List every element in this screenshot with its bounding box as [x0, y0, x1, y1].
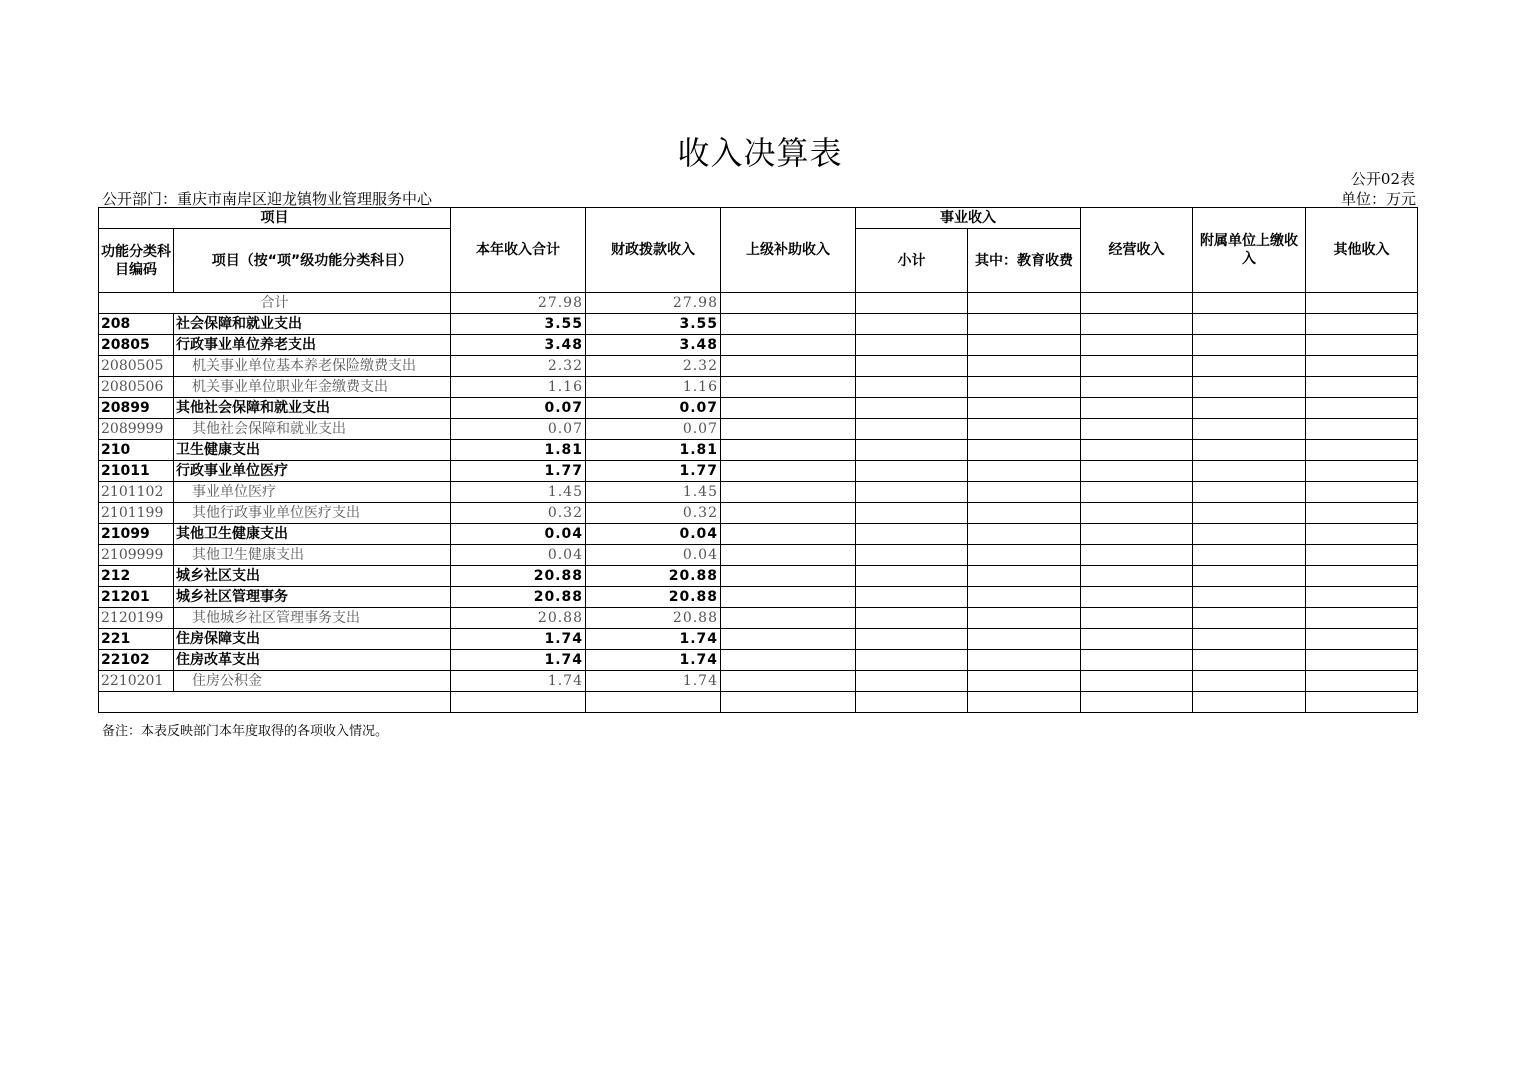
table-body [99, 293, 1418, 713]
cell-code: 21011 [99, 461, 174, 482]
cell-code: 2101102 [99, 482, 174, 503]
cell-total: 3.48 [451, 335, 586, 356]
cell-affiliated [1193, 440, 1306, 461]
cell-name: 事业单位医疗 [174, 482, 451, 503]
total-education [968, 293, 1081, 314]
header-superior: 上级补助收入 [721, 208, 856, 293]
cell-operating [1081, 461, 1193, 482]
table-header [99, 208, 1418, 293]
cell-name: 行政事业单位医疗 [174, 461, 451, 482]
empty-cell-operating [1081, 692, 1193, 713]
cell-superior [721, 314, 856, 335]
cell-education [968, 650, 1081, 671]
empty-cell-education [968, 692, 1081, 713]
header-name: 项目（按“项”级功能分类科目） [174, 229, 451, 293]
cell-education [968, 545, 1081, 566]
cell-subtotal [856, 629, 968, 650]
cell-superior [721, 503, 856, 524]
header-total: 本年收入合计 [451, 208, 586, 293]
cell-total: 1.45 [451, 482, 586, 503]
cell-subtotal [856, 440, 968, 461]
total-other [1306, 293, 1418, 314]
empty-cell-subtotal [856, 692, 968, 713]
cell-fiscal: 20.88 [586, 566, 721, 587]
cell-fiscal: 1.74 [586, 629, 721, 650]
cell-other [1306, 671, 1418, 692]
cell-affiliated [1193, 377, 1306, 398]
cell-code: 21099 [99, 524, 174, 545]
cell-affiliated [1193, 587, 1306, 608]
cell-education [968, 419, 1081, 440]
income-table [98, 207, 1418, 713]
table-row [99, 545, 1418, 566]
cell-education [968, 356, 1081, 377]
cell-subtotal [856, 545, 968, 566]
footnote: 备注：本表反映部门本年度取得的各项收入情况。 [102, 724, 389, 739]
cell-name: 行政事业单位养老支出 [174, 335, 451, 356]
table-row [99, 608, 1418, 629]
cell-education [968, 335, 1081, 356]
cell-affiliated [1193, 503, 1306, 524]
cell-affiliated [1193, 482, 1306, 503]
header-operating: 经营收入 [1081, 208, 1193, 293]
total-operating [1081, 293, 1193, 314]
cell-superior [721, 545, 856, 566]
table-row [99, 524, 1418, 545]
cell-code: 212 [99, 566, 174, 587]
cell-affiliated [1193, 566, 1306, 587]
table-row [99, 356, 1418, 377]
cell-superior [721, 608, 856, 629]
empty-cell-fiscal [586, 692, 721, 713]
cell-code: 210 [99, 440, 174, 461]
cell-total: 0.04 [451, 545, 586, 566]
cell-fiscal: 0.32 [586, 503, 721, 524]
table-row [99, 440, 1418, 461]
cell-subtotal [856, 377, 968, 398]
cell-other [1306, 398, 1418, 419]
cell-education [968, 461, 1081, 482]
cell-total: 1.16 [451, 377, 586, 398]
table-row [99, 629, 1418, 650]
cell-operating [1081, 545, 1193, 566]
table-row [99, 671, 1418, 692]
cell-fiscal: 0.04 [586, 524, 721, 545]
cell-affiliated [1193, 629, 1306, 650]
cell-fiscal: 1.74 [586, 650, 721, 671]
cell-name: 住房改革支出 [174, 650, 451, 671]
cell-operating [1081, 650, 1193, 671]
cell-operating [1081, 314, 1193, 335]
cell-subtotal [856, 608, 968, 629]
cell-other [1306, 356, 1418, 377]
empty-cell-total [451, 692, 586, 713]
cell-total: 0.04 [451, 524, 586, 545]
cell-name: 城乡社区支出 [174, 566, 451, 587]
table-row [99, 650, 1418, 671]
cell-affiliated [1193, 608, 1306, 629]
cell-subtotal [856, 314, 968, 335]
cell-operating [1081, 629, 1193, 650]
empty-row [99, 692, 1418, 713]
cell-code: 208 [99, 314, 174, 335]
unit-label: 单位：万元 [1340, 190, 1416, 208]
cell-education [968, 671, 1081, 692]
cell-other [1306, 566, 1418, 587]
header-business-group: 事业收入 [856, 208, 1081, 229]
cell-total: 1.74 [451, 671, 586, 692]
cell-fiscal: 1.81 [586, 440, 721, 461]
total-subtotal [856, 293, 968, 314]
cell-fiscal: 20.88 [586, 587, 721, 608]
cell-affiliated [1193, 356, 1306, 377]
header-other: 其他收入 [1306, 208, 1418, 293]
cell-fiscal: 3.55 [586, 314, 721, 335]
cell-code: 2080505 [99, 356, 174, 377]
cell-code: 20899 [99, 398, 174, 419]
page-title: 收入决算表 [677, 134, 843, 172]
header-item-group: 项目 [99, 208, 451, 229]
cell-name: 住房公积金 [174, 671, 451, 692]
cell-fiscal: 1.77 [586, 461, 721, 482]
cell-operating [1081, 356, 1193, 377]
cell-total: 0.07 [451, 398, 586, 419]
cell-education [968, 377, 1081, 398]
empty-cell-code-name [99, 692, 451, 713]
cell-education [968, 398, 1081, 419]
empty-cell-affiliated [1193, 692, 1306, 713]
cell-superior [721, 482, 856, 503]
cell-name: 其他卫生健康支出 [174, 524, 451, 545]
cell-superior [721, 356, 856, 377]
cell-fiscal: 1.16 [586, 377, 721, 398]
cell-affiliated [1193, 419, 1306, 440]
cell-operating [1081, 377, 1193, 398]
table-row [99, 587, 1418, 608]
cell-fiscal: 2.32 [586, 356, 721, 377]
cell-superior [721, 419, 856, 440]
cell-code: 2080506 [99, 377, 174, 398]
table-row [99, 398, 1418, 419]
cell-code: 21201 [99, 587, 174, 608]
cell-code: 2101199 [99, 503, 174, 524]
cell-total: 1.77 [451, 461, 586, 482]
cell-code: 2109999 [99, 545, 174, 566]
empty-cell-superior [721, 692, 856, 713]
cell-superior [721, 524, 856, 545]
empty-cell-other [1306, 692, 1418, 713]
cell-subtotal [856, 587, 968, 608]
header-fiscal: 财政拨款收入 [586, 208, 721, 293]
form-number: 公开02表 [1350, 170, 1415, 188]
cell-superior [721, 566, 856, 587]
total-row [99, 293, 1418, 314]
cell-subtotal [856, 482, 968, 503]
cell-subtotal [856, 671, 968, 692]
cell-code: 221 [99, 629, 174, 650]
cell-name: 其他社会保障和就业支出 [174, 419, 451, 440]
table-row [99, 314, 1418, 335]
cell-fiscal: 1.45 [586, 482, 721, 503]
cell-operating [1081, 587, 1193, 608]
cell-name: 其他社会保障和就业支出 [174, 398, 451, 419]
table-row [99, 482, 1418, 503]
cell-education [968, 524, 1081, 545]
cell-superior [721, 587, 856, 608]
cell-subtotal [856, 461, 968, 482]
cell-total: 1.81 [451, 440, 586, 461]
cell-other [1306, 587, 1418, 608]
cell-name: 机关事业单位基本养老保险缴费支出 [174, 356, 451, 377]
cell-superior [721, 671, 856, 692]
cell-total: 20.88 [451, 566, 586, 587]
cell-education [968, 503, 1081, 524]
cell-code: 2210201 [99, 671, 174, 692]
table-row [99, 461, 1418, 482]
cell-code: 2120199 [99, 608, 174, 629]
cell-total: 20.88 [451, 587, 586, 608]
table-row [99, 335, 1418, 356]
header-subtotal: 小计 [856, 229, 968, 293]
cell-education [968, 608, 1081, 629]
cell-superior [721, 398, 856, 419]
cell-superior [721, 335, 856, 356]
cell-superior [721, 629, 856, 650]
cell-total: 20.88 [451, 608, 586, 629]
cell-superior [721, 377, 856, 398]
cell-other [1306, 524, 1418, 545]
cell-fiscal: 0.04 [586, 545, 721, 566]
cell-affiliated [1193, 314, 1306, 335]
cell-operating [1081, 671, 1193, 692]
cell-operating [1081, 398, 1193, 419]
cell-name: 机关事业单位职业年金缴费支出 [174, 377, 451, 398]
total-fiscal: 27.98 [586, 293, 721, 314]
cell-fiscal: 20.88 [586, 608, 721, 629]
cell-other [1306, 335, 1418, 356]
total-label: 合计 [99, 293, 451, 314]
cell-other [1306, 419, 1418, 440]
cell-other [1306, 482, 1418, 503]
total-superior [721, 293, 856, 314]
cell-total: 1.74 [451, 629, 586, 650]
cell-subtotal [856, 419, 968, 440]
cell-total: 0.07 [451, 419, 586, 440]
cell-affiliated [1193, 671, 1306, 692]
cell-total: 1.74 [451, 650, 586, 671]
total-affiliated [1193, 293, 1306, 314]
cell-affiliated [1193, 461, 1306, 482]
cell-operating [1081, 566, 1193, 587]
cell-other [1306, 608, 1418, 629]
cell-other [1306, 377, 1418, 398]
cell-education [968, 587, 1081, 608]
cell-subtotal [856, 650, 968, 671]
cell-fiscal: 0.07 [586, 419, 721, 440]
cell-education [968, 566, 1081, 587]
cell-total: 3.55 [451, 314, 586, 335]
cell-name: 社会保障和就业支出 [174, 314, 451, 335]
cell-subtotal [856, 503, 968, 524]
cell-operating [1081, 482, 1193, 503]
cell-subtotal [856, 398, 968, 419]
cell-affiliated [1193, 545, 1306, 566]
cell-code: 22102 [99, 650, 174, 671]
cell-operating [1081, 524, 1193, 545]
cell-affiliated [1193, 650, 1306, 671]
cell-superior [721, 461, 856, 482]
cell-other [1306, 440, 1418, 461]
cell-superior [721, 650, 856, 671]
cell-other [1306, 314, 1418, 335]
table-row [99, 419, 1418, 440]
header-code: 功能分类科目编码 [99, 229, 174, 293]
cell-education [968, 440, 1081, 461]
cell-fiscal: 3.48 [586, 335, 721, 356]
cell-subtotal [856, 566, 968, 587]
cell-fiscal: 1.74 [586, 671, 721, 692]
cell-other [1306, 545, 1418, 566]
header-education: 其中：教育收费 [968, 229, 1081, 293]
cell-total: 2.32 [451, 356, 586, 377]
cell-operating [1081, 503, 1193, 524]
cell-name: 住房保障支出 [174, 629, 451, 650]
table-row [99, 377, 1418, 398]
cell-other [1306, 650, 1418, 671]
cell-subtotal [856, 524, 968, 545]
cell-operating [1081, 608, 1193, 629]
cell-name: 其他卫生健康支出 [174, 545, 451, 566]
cell-education [968, 629, 1081, 650]
total-total: 27.98 [451, 293, 586, 314]
cell-name: 其他城乡社区管理事务支出 [174, 608, 451, 629]
table-row [99, 503, 1418, 524]
cell-fiscal: 0.07 [586, 398, 721, 419]
cell-name: 城乡社区管理事务 [174, 587, 451, 608]
cell-other [1306, 503, 1418, 524]
cell-affiliated [1193, 524, 1306, 545]
cell-superior [721, 440, 856, 461]
cell-subtotal [856, 335, 968, 356]
cell-total: 0.32 [451, 503, 586, 524]
cell-affiliated [1193, 335, 1306, 356]
cell-operating [1081, 335, 1193, 356]
cell-name: 卫生健康支出 [174, 440, 451, 461]
cell-affiliated [1193, 398, 1306, 419]
cell-subtotal [856, 356, 968, 377]
cell-operating [1081, 419, 1193, 440]
header-affiliated: 附属单位上缴收入 [1193, 208, 1306, 293]
table-row [99, 566, 1418, 587]
cell-name: 其他行政事业单位医疗支出 [174, 503, 451, 524]
cell-education [968, 482, 1081, 503]
department-label: 公开部门：重庆市南岸区迎龙镇物业管理服务中心 [102, 190, 433, 208]
cell-operating [1081, 440, 1193, 461]
cell-code: 2089999 [99, 419, 174, 440]
cell-other [1306, 461, 1418, 482]
cell-education [968, 314, 1081, 335]
cell-code: 20805 [99, 335, 174, 356]
cell-other [1306, 629, 1418, 650]
